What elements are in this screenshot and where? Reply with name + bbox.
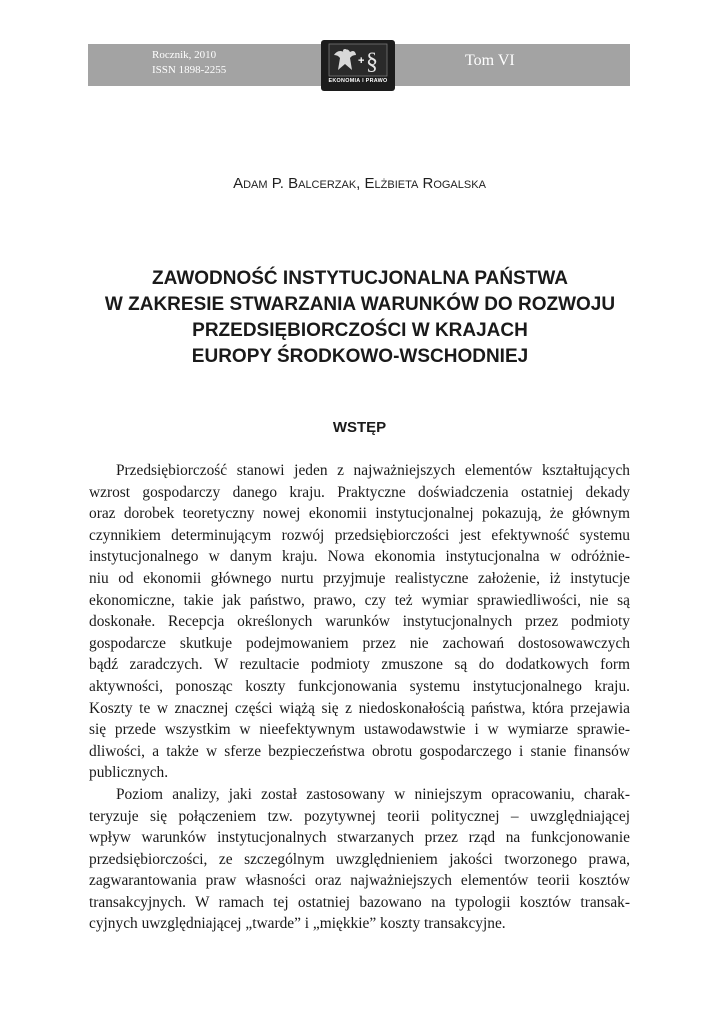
paragraph-line: wpływ warunków instytucjonalnych stwarzanych przez rząd na funkcjonowanie — [89, 829, 630, 847]
paragraph-line: zagwarantowania praw własności oraz najważniejszych elementów teorii kosztów — [89, 872, 630, 890]
paragraph-line: transakcyjnych. W ramach tej ostatniej bazowano na typologii kosztów transak- — [89, 893, 630, 911]
paragraph-line: doskonałe. Recepcja określonych warunków instytucjonalnych przez podmioty — [89, 613, 630, 631]
title-line: PRZEDSIĘBIORCZOŚCI W KRAJACH — [192, 320, 528, 341]
title-line: W ZAKRESIE STWARZANIA WARUNKÓW DO ROZWOJU — [104, 294, 616, 315]
body-text — [89, 460, 630, 935]
paragraph-line: aktywności, ponosząc koszty funkcjonowania systemu instytucjonalnego kraju. — [89, 677, 630, 695]
paragraph-line: gospodarcze skutkuje podejmowaniem przez nie zachowań dostosowawczych — [89, 634, 630, 652]
paper-title — [60, 266, 660, 370]
paragraph-line: czynnikiem determinującym rozwój przedsiębiorczości jest efektywność systemu — [89, 526, 630, 544]
paragraph-line: bądź zaradczych. W rezultacie podmioty zmuszone są do dodatkowych form — [89, 656, 630, 674]
svg-text:+: + — [358, 55, 365, 67]
journal-issn: ISSN 1898-2255 — [152, 64, 227, 76]
journal-logo — [321, 40, 395, 91]
title-line: ZAWODNOŚĆ INSTYTUCJONALNA PAŃSTWA — [152, 268, 568, 289]
paragraph-line: oraz dorobek teoretyczny nowej ekonomii instytucjonalnej pokazują, że głównym — [89, 505, 630, 523]
authors: Adam P. Balcerzak, Elżbieta Rogalska — [233, 175, 486, 192]
journal-year: Rocznik, 2010 — [152, 49, 217, 61]
paragraph-line: niu od ekonomii głównego nurtu przyjmuje realistyczne założenie, iż instytucje — [89, 569, 630, 587]
paragraph-line: Poziom analizy, jaki został zastosowany w niniejszym opracowaniu, charak- — [116, 785, 630, 803]
section-heading: WSTĘP — [332, 419, 387, 436]
paragraph-line: instytucjonalnego w danym kraju. Nowa ekonomia instytucjonalna w odróżnie- — [89, 548, 630, 566]
paragraph-line: wzrost gospodarczy danego kraju. Praktyczne doświadczenia ostatniej dekady — [89, 483, 630, 501]
title-line: EUROPY ŚRODKOWO-WSCHODNIEJ — [191, 346, 529, 367]
paragraph-line: ekonomiczne, takie jak państwo, prawo, czy też wymiar sprawiedliwości, nie są — [89, 591, 630, 609]
paragraph-line: publicznych. — [89, 764, 169, 782]
paragraph-line: Koszty te w znacznej części wiążą się z niedoskonałością państwa, która przejawia — [89, 699, 630, 717]
paragraph-line: przedsiębiorczości, ze szczególnym uwzględnieniem jakości tworzonego prawa, — [89, 850, 630, 868]
journal-volume: Tom VI — [465, 52, 515, 69]
paragraph-line: się przede wszystkim w nieefektywnym ustawodawstwie i w wymiarze sprawie- — [89, 721, 630, 739]
svg-text:§: § — [366, 49, 378, 75]
eagle-paragraph-icon — [328, 43, 388, 77]
paragraph-line: teryzuje się połączeniem tzw. pozytywnej teorii politycznej – uwzględniającej — [89, 807, 630, 825]
logo-caption: EKONOMIA I PRAWO — [328, 78, 388, 84]
paragraph-line: dliwości, a także w sferze bezpieczeństwa obrotu gospodarczego i stanie finansów — [89, 742, 630, 760]
paragraph-line: Przedsiębiorczość stanowi jeden z najważniejszych elementów kształtujących — [116, 462, 630, 479]
journal-info — [152, 48, 226, 78]
paragraph-line: cyjnych uwzględniającej „twarde” i „miękkie” koszty transakcyjne. — [89, 915, 506, 933]
